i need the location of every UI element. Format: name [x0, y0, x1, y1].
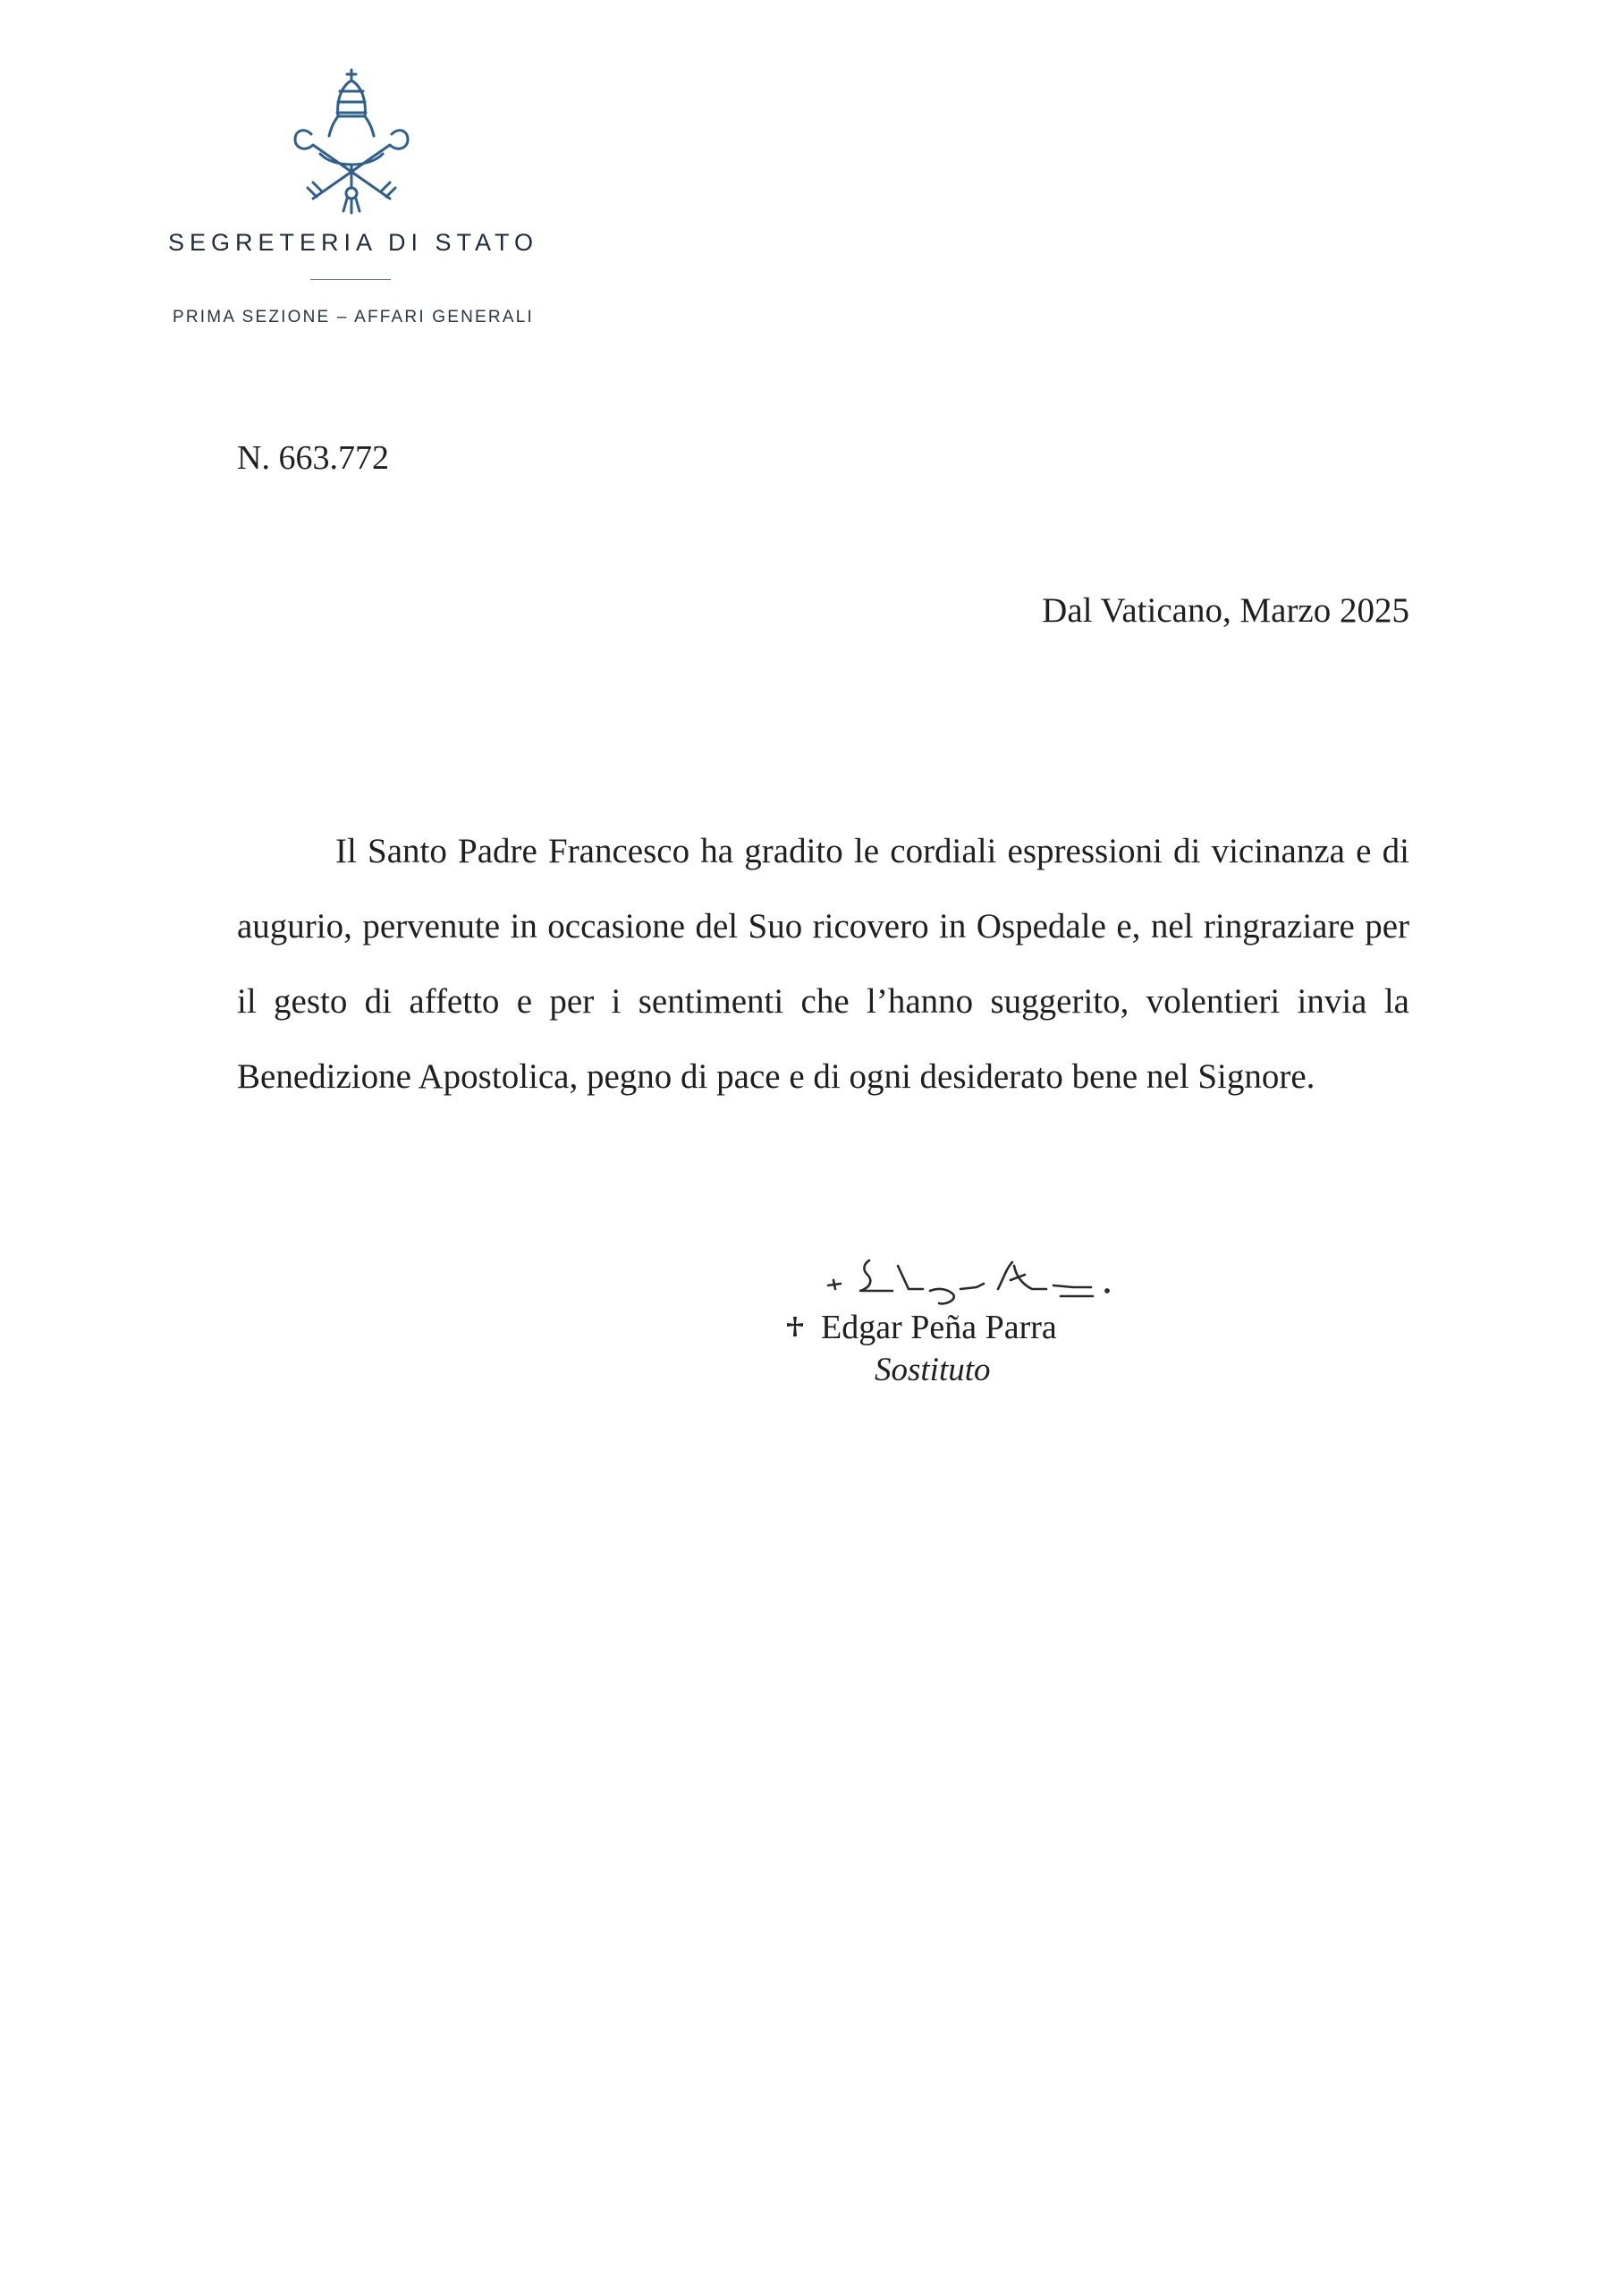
letter-body: Il Santo Padre Francesco ha gradito le cordiali espressioni di vicinanza e di augurio, pervenute in occasione del Suo ricovero in Ospedale e, nel ringraziare per il gesto di affetto e per i sentimenti che l’hanno suggerito, volentieri invia la Benedizione Apostolica, pegno di pace e di ogni desiderato bene nel Signore.	[237, 832, 1409, 1096]
signer-name: Edgar Peña Parra	[821, 1309, 1057, 1346]
signer-title: Sostituto	[875, 1352, 991, 1388]
protocol-number: N. 663.772	[237, 439, 389, 477]
episcopal-cross-icon	[785, 1317, 805, 1336]
office-name: SEGRETERIA DI STATO	[167, 229, 539, 256]
letterhead-divider	[310, 279, 391, 280]
papal-crest-icon	[284, 64, 419, 216]
office-section: PRIMA SEZIONE – AFFARI GENERALI	[173, 308, 534, 327]
handwritten-signature	[823, 1248, 1118, 1310]
place-date: Dal Vaticano, Marzo 2025	[1042, 591, 1409, 630]
signer-line	[785, 1308, 1057, 1347]
